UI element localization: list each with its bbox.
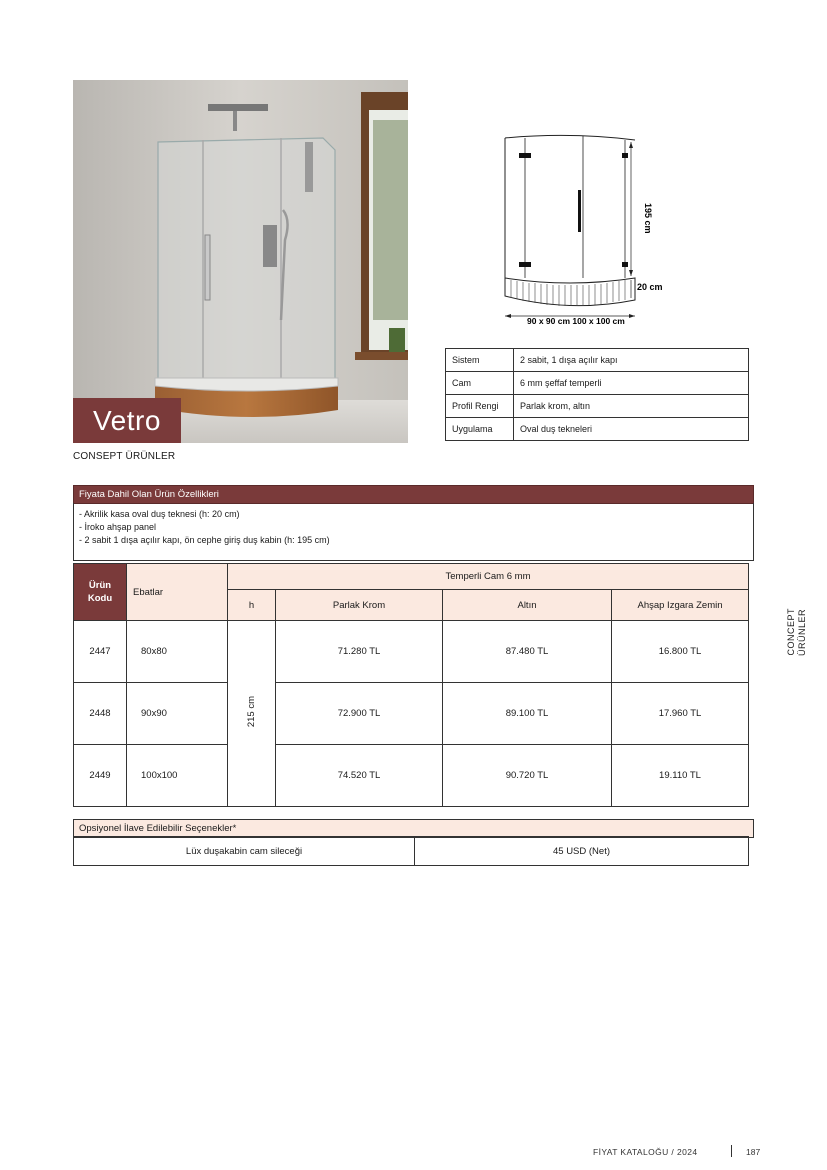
- price-cell: 90.720 TL: [443, 745, 612, 807]
- column-header: Altın: [443, 590, 612, 621]
- features-list: [73, 503, 754, 561]
- options-header: Opsiyonel İlave Edilebilir Seçenekler*: [73, 819, 754, 838]
- price-cell: 89.100 TL: [443, 683, 612, 745]
- side-label-line1: CONCEPT: [786, 608, 796, 656]
- option-item: Lüx duşakabin cam sileceği: [74, 837, 415, 866]
- spec-key: Cam: [446, 372, 514, 395]
- group-header: Temperli Cam 6 mm: [228, 564, 749, 590]
- features-header: Fiyata Dahil Olan Ürün Özellikleri: [73, 485, 754, 504]
- category-caption: CONSEPT ÜRÜNLER: [73, 451, 176, 462]
- spec-value: Oval duş tekneleri: [514, 418, 749, 441]
- spec-key: Uygulama: [446, 418, 514, 441]
- spec-key: Sistem: [446, 349, 514, 372]
- spec-row: [446, 418, 749, 441]
- product-name-badge: Vetro: [73, 398, 181, 443]
- table-row: [74, 745, 749, 807]
- technical-drawing: [495, 128, 675, 333]
- product-code: 2448: [74, 683, 127, 745]
- spec-value: Parlak krom, altın: [514, 395, 749, 418]
- height-dimension-label: 195 cm: [643, 203, 653, 234]
- price-cell: 17.960 TL: [612, 683, 749, 745]
- feature-item: - 2 sabit 1 dışa açılır kapı, ön cephe giriş duş kabin (h: 195 cm): [79, 535, 330, 545]
- column-header: Ahşap Izgara Zemin: [612, 590, 749, 621]
- side-section-label: [786, 608, 816, 668]
- product-photo: [73, 80, 408, 443]
- price-cell: 19.110 TL: [612, 745, 749, 807]
- product-code: 2447: [74, 621, 127, 683]
- spec-row: [446, 395, 749, 418]
- h-value: 215 cm: [246, 696, 257, 728]
- price-cell: 74.520 TL: [276, 745, 443, 807]
- page-number: 187: [746, 1147, 761, 1157]
- column-header: Parlak Krom: [276, 590, 443, 621]
- h-value-cell: [228, 621, 276, 807]
- table-row: [74, 683, 749, 745]
- spec-table: [445, 348, 749, 441]
- spec-value: 2 sabit, 1 dışa açılır kapı: [514, 349, 749, 372]
- spec-value: 6 mm şeffaf temperli: [514, 372, 749, 395]
- code-header-line2: Kodu: [87, 593, 113, 604]
- price-table: [73, 563, 749, 807]
- size-header: Ebatlar: [127, 564, 228, 621]
- product-size: 100x100: [127, 745, 228, 807]
- price-cell: 16.800 TL: [612, 621, 749, 683]
- tray-dimension-label: 20 cm: [637, 282, 663, 292]
- h-header: h: [228, 590, 276, 621]
- feature-item: - Akrilik kasa oval duş teknesi (h: 20 cm): [79, 509, 240, 519]
- product-code: 2449: [74, 745, 127, 807]
- feature-item: - İroko ahşap panel: [79, 522, 157, 532]
- table-row: [74, 621, 749, 683]
- spec-key: Profil Rengi: [446, 395, 514, 418]
- footer-catalog-title: FİYAT KATALOĞU / 2024: [593, 1147, 698, 1157]
- code-header-line1: Ürün: [88, 580, 112, 591]
- options-table: [73, 836, 749, 866]
- side-label-line2: ÜRÜNLER: [797, 608, 807, 656]
- spec-row: [446, 372, 749, 395]
- product-size: 80x80: [127, 621, 228, 683]
- product-size: 90x90: [127, 683, 228, 745]
- price-cell: 87.480 TL: [443, 621, 612, 683]
- footer-divider: [731, 1145, 732, 1157]
- price-cell: 72.900 TL: [276, 683, 443, 745]
- spec-row: [446, 349, 749, 372]
- size-dimension-label: 90 x 90 cm 100 x 100 cm: [527, 316, 625, 326]
- option-price: 45 USD (Net): [415, 837, 749, 866]
- price-cell: 71.280 TL: [276, 621, 443, 683]
- code-header: [74, 564, 127, 621]
